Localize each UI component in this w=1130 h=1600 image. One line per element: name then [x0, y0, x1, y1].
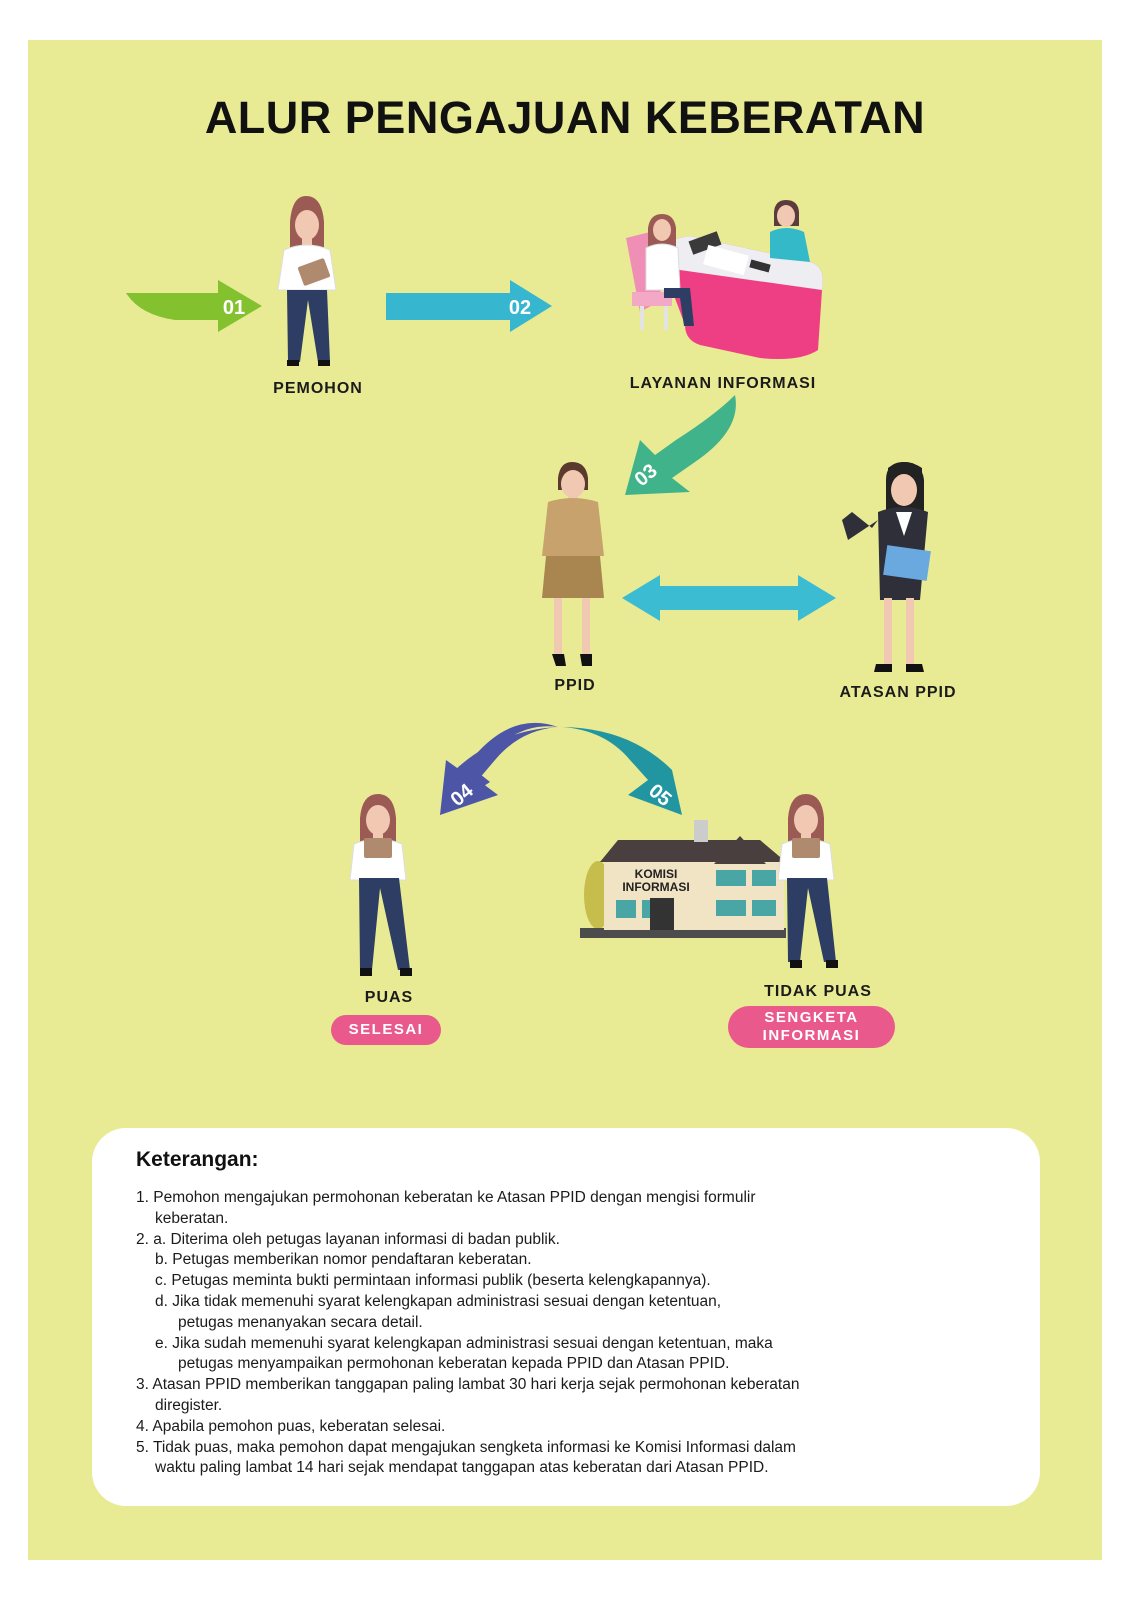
pill-sengketa-line1: SENGKETA [764, 1009, 859, 1026]
keterangan-line: d. Jika tidak memenuhi syarat kelengkapan administrasi sesuai dengan ketentuan, [155, 1292, 722, 1310]
arrow-05 [562, 727, 682, 815]
keterangan-list [136, 1188, 1016, 1479]
label-tidak-puas: TIDAK PUAS [764, 983, 872, 1000]
keterangan-line: waktu paling lambat 14 hari sejak mendapat tanggapan atas keberatan dari Atasan PPID. [155, 1459, 769, 1477]
tidak-puas-figure-icon [778, 794, 838, 968]
building-sign-line2: INFORMASI [622, 880, 690, 894]
arrow-05-label: 05 [644, 779, 676, 811]
pemohon-figure-icon [278, 196, 336, 366]
komisi-informasi-building-icon [580, 820, 786, 938]
arrow-03 [625, 395, 736, 495]
keterangan-title: Keterangan: [136, 1148, 259, 1171]
keterangan-line: 5. Tidak puas, maka pemohon dapat mengajukan sengketa informasi ke Komisi Informasi dalam [136, 1438, 796, 1456]
keterangan-line: c. Petugas meminta bukti permintaan informasi publik (beserta kelengkapannya). [155, 1272, 711, 1290]
keterangan-line: 1. Pemohon mengajukan permohonan keberatan ke Atasan PPID dengan mengisi formulir [136, 1189, 756, 1206]
pill-sengketa-informasi [728, 1006, 895, 1048]
label-puas: PUAS [364, 989, 414, 1006]
arrow-02 [386, 280, 552, 332]
keterangan-line: 2. a. Diterima oleh petugas layanan informasi di badan publik. [136, 1230, 560, 1248]
keterangan-line: keberatan. [155, 1209, 229, 1227]
keterangan-line: diregister. [155, 1396, 223, 1414]
arrow-02-label: 02 [508, 297, 532, 319]
keterangan-line: e. Jika sudah memenuhi syarat kelengkapan administrasi sesuai dengan ketentuan, maka [155, 1334, 773, 1352]
keterangan-box [92, 1128, 1040, 1506]
arrow-04 [440, 723, 558, 815]
layanan-desk-icon [626, 200, 823, 359]
keterangan-line: petugas menyampaikan permohonan keberatan kepada PPID dan Atasan PPID. [178, 1355, 730, 1373]
arrow-01-label: 01 [222, 297, 246, 319]
building-sign-line1: KOMISI [634, 867, 678, 881]
pill-selesai-text: SELESAI [348, 1021, 424, 1038]
ppid-figure-icon [542, 462, 604, 666]
label-atasan-ppid: ATASAN PPID [839, 684, 957, 701]
keterangan-line: 3. Atasan PPID memberikan tanggapan paling lambat 30 hari kerja sejak permohonan keberatan [136, 1376, 800, 1394]
arrow-01 [126, 280, 262, 332]
label-layanan-informasi: LAYANAN INFORMASI [629, 375, 817, 392]
page-title: ALUR PENGAJUAN KEBERATAN [204, 92, 926, 143]
puas-figure-icon [350, 794, 412, 976]
arrow-03-label: 03 [630, 459, 662, 491]
label-pemohon: PEMOHON [273, 380, 363, 397]
atasan-ppid-figure-icon [842, 462, 931, 672]
pill-sengketa-line2: INFORMASI [762, 1027, 861, 1044]
arrow-04-label: 04 [446, 779, 478, 811]
pill-selesai [331, 1015, 441, 1045]
keterangan-line: petugas menanyakan secara detail. [178, 1313, 423, 1331]
keterangan-line: 4. Apabila pemohon puas, keberatan selesai. [136, 1417, 446, 1435]
keterangan-line: b. Petugas memberikan nomor pendaftaran keberatan. [155, 1251, 532, 1269]
arrow-ppid-atasan [622, 575, 836, 621]
label-ppid: PPID [554, 677, 596, 694]
